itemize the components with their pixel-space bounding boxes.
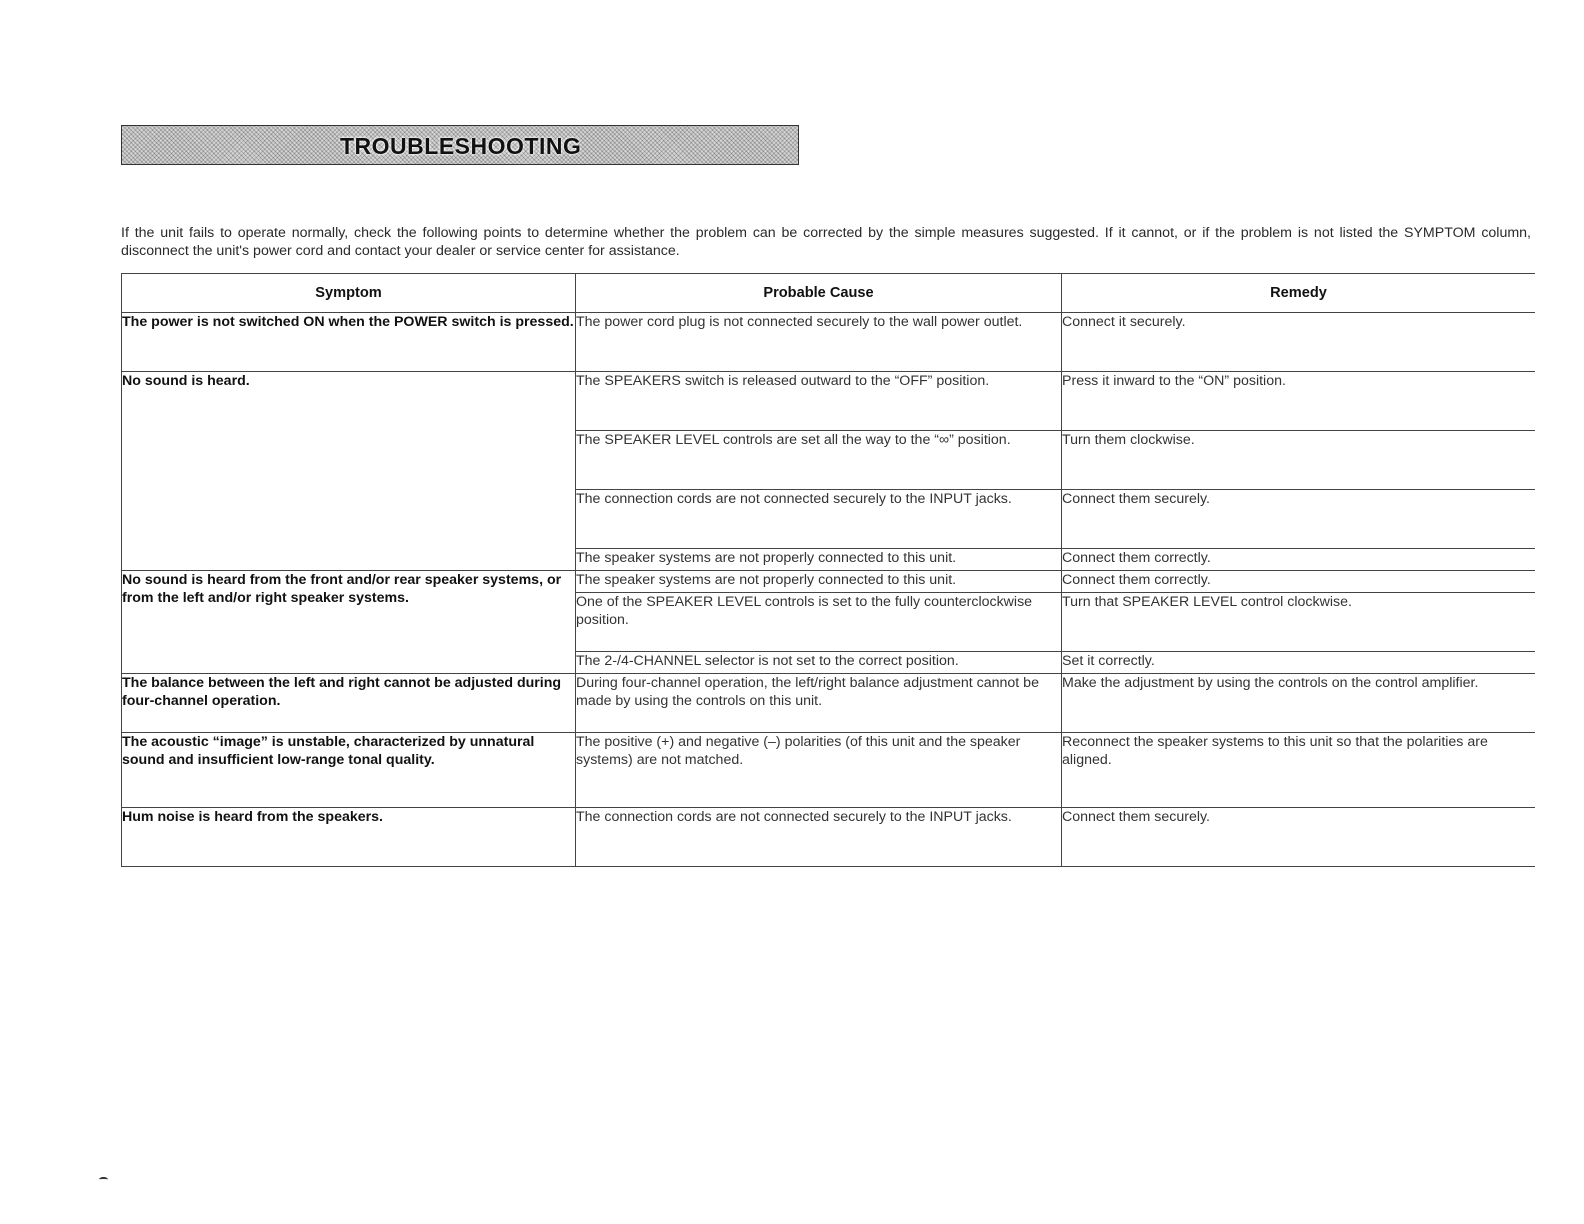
table-row	[122, 571, 1536, 593]
remedy-cell: Connect them correctly.	[1062, 549, 1536, 571]
remedy-cell: Turn that SPEAKER LEVEL control clockwise.	[1062, 593, 1536, 652]
remedy-cell: Turn them clockwise.	[1062, 431, 1536, 490]
cause-cell: One of the SPEAKER LEVEL controls is set to the fully counterclockwise position.	[576, 593, 1062, 652]
header-remedy: Remedy	[1062, 274, 1536, 313]
remedy-cell: Make the adjustment by using the controls on the control amplifier.	[1062, 674, 1536, 733]
symptom-cell: Hum noise is heard from the speakers.	[122, 808, 576, 867]
remedy-cell: Connect them securely.	[1062, 808, 1536, 867]
remedy-cell: Connect it securely.	[1062, 313, 1536, 372]
cause-cell: The SPEAKER LEVEL controls are set all the way to the “∞” position.	[576, 431, 1062, 490]
symptom-cell: The acoustic “image” is unstable, characterized by unnatural sound and insufficient low-range tonal quality.	[122, 733, 576, 808]
intro-paragraph: If the unit fails to operate normally, check the following points to determine whether the problem can be corrected by the simple measures suggested. If it cannot, or if the problem is not listed the SYMPTOM column, disconnect the unit's power cord and contact your dealer or service center for assistance.	[121, 225, 1531, 259]
remedy-cell: Press it inward to the “ON” position.	[1062, 372, 1536, 431]
table-header-row	[122, 274, 1536, 313]
cause-cell: The 2-/4-CHANNEL selector is not set to the correct position.	[576, 652, 1062, 674]
cause-cell: The speaker systems are not properly connected to this unit.	[576, 549, 1062, 571]
table-row	[122, 674, 1536, 733]
remedy-cell: Set it correctly.	[1062, 652, 1536, 674]
table-row	[122, 808, 1536, 867]
cause-cell: The positive (+) and negative (–) polarities (of this unit and the speaker systems) are not matched.	[576, 733, 1062, 808]
symptom-cell: The balance between the left and right cannot be adjusted during four-channel operation.	[122, 674, 576, 733]
remedy-cell: Connect them securely.	[1062, 490, 1536, 549]
table-row	[122, 733, 1536, 808]
remedy-cell: Connect them correctly.	[1062, 571, 1536, 593]
symptom-cell: No sound is heard from the front and/or rear speaker systems, or from the left and/or right speaker systems.	[122, 571, 576, 674]
cause-cell: The SPEAKERS switch is released outward to the “OFF” position.	[576, 372, 1062, 431]
troubleshooting-table	[121, 273, 1535, 867]
cause-cell: The speaker systems are not properly connected to this unit.	[576, 571, 1062, 593]
symptom-cell: No sound is heard.	[122, 372, 576, 571]
table-row	[122, 372, 1536, 431]
remedy-cell: Reconnect the speaker systems to this unit so that the polarities are aligned.	[1062, 733, 1536, 808]
cause-cell: The power cord plug is not connected securely to the wall power outlet.	[576, 313, 1062, 372]
header-symptom: Symptom	[122, 274, 576, 313]
page-mark	[99, 1177, 108, 1182]
symptom-cell: The power is not switched ON when the POWER switch is pressed.	[122, 313, 576, 372]
header-probable-cause: Probable Cause	[576, 274, 1062, 313]
cause-cell: The connection cords are not connected securely to the INPUT jacks.	[576, 808, 1062, 867]
page-title: TROUBLESHOOTING	[340, 133, 582, 159]
cause-cell: During four-channel operation, the left/right balance adjustment cannot be made by using the controls on this unit.	[576, 674, 1062, 733]
table-row	[122, 313, 1536, 372]
cause-cell: The connection cords are not connected securely to the INPUT jacks.	[576, 490, 1062, 549]
title-banner	[121, 125, 799, 165]
